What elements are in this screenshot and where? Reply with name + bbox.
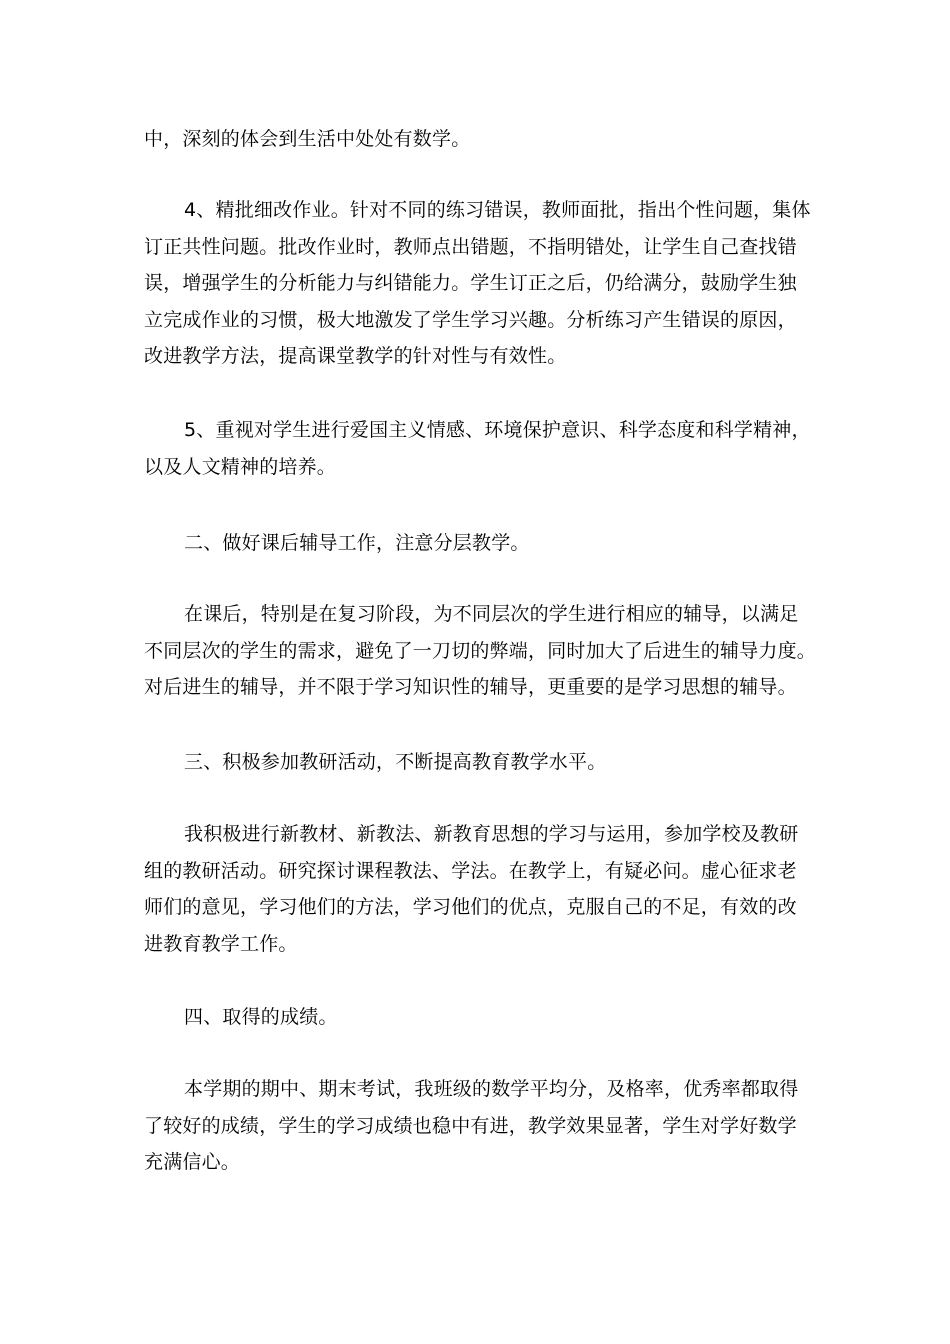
paragraph-continuation [144,121,816,158]
text-line: 在课后，特别是在复习阶段，为不同层次的学生进行相应的辅导，以满足 [184,603,799,625]
text-line: 了较好的成绩，学生的学习成绩也稳中有进，教学效果显著，学生对学好数学 [144,1114,797,1137]
text-line: 立完成作业的习惯，极大地激发了学生学习兴趣。分析练习产生错误的原因， [144,308,797,331]
paragraph-achievements [144,1071,816,1181]
text-line: 充满信心。 [144,1151,241,1173]
text-line: 不同层次的学生的需求，避免了一刀切的弊端，同时加大了后进生的辅导力度。 [144,639,817,662]
paragraph-research [144,816,816,962]
section-heading-2 [144,525,816,562]
section-heading-3 [144,744,816,781]
text-line: 本学期的期中、期末考试，我班级的数学平均分，及格率，优秀率都取得 [184,1078,799,1100]
section-heading-4 [144,999,816,1036]
text-line: 4、精批细改作业。针对不同的练习错误，教师面批，指出个性问题，集体 [184,199,811,221]
text-line: 改进教学方法，提高课堂教学的针对性与有效性。 [144,345,567,367]
heading-line: 二、做好课后辅导工作，注意分层教学。 [184,532,530,554]
text-line: 中，深刻的体会到生活中处处有数学。 [144,128,471,150]
text-line: 对后进生的辅导，并不限于学习知识性的辅导，更重要的是学习思想的辅导。 [144,676,797,698]
heading-line: 四、取得的成绩。 [184,1006,338,1028]
text-line: 5、重视对学生进行爱国主义情感、环境保护意识、科学态度和科学精神， [184,419,811,441]
text-line: 以及人文精神的培养。 [144,455,337,478]
text-line: 师们的意见，学习他们的方法，学习他们的优点，克服自己的不足，有效的改 [144,896,797,918]
text-line: 我积极进行新教材、新教法、新教育思想的学习与运用，参加学校及教研 [184,823,799,845]
text-line: 进教育教学工作。 [144,932,298,955]
heading-line: 三、积极参加教研活动，不断提高教育教学水平。 [184,751,607,773]
paragraph-item-4-homework [144,192,816,375]
text-line: 组的教研活动。研究探讨课程教法、学法。在教学上，有疑必问。虚心征求老 [144,859,797,882]
text-line: 误，增强学生的分析能力与纠错能力。学生订正之后，仍给满分，鼓励学生独 [144,272,797,294]
paragraph-tutoring [144,596,816,706]
paragraph-item-5-patriotism [144,412,816,485]
text-line: 订正共性问题。批改作业时，教师点出错题，不指明错处，让学生自己查找错 [144,235,797,258]
